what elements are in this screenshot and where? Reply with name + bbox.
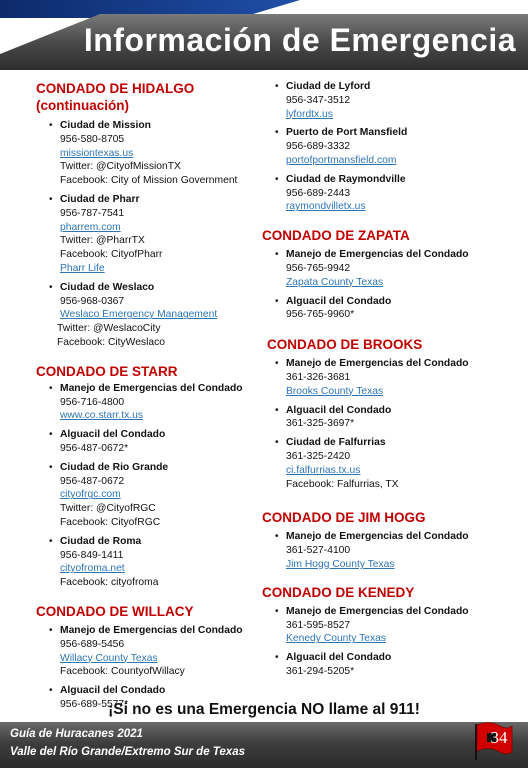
- contact-name: • Ciudad de Lyford: [286, 81, 371, 92]
- contact-phone: 956-716-4800: [60, 396, 125, 408]
- contact-phone: 956-787-7541: [60, 207, 125, 219]
- contact-list-brooks: [262, 357, 522, 491]
- contact-link[interactable]: Weslaco Emergency Management: [60, 309, 218, 321]
- contact-link[interactable]: cityofroma.net: [60, 563, 125, 575]
- contact-name: • Manejo de Emergencias del Condado: [286, 605, 469, 617]
- contact-phone: 956-580-8705: [60, 133, 125, 145]
- contact-item: [36, 281, 266, 350]
- contact-item: [36, 428, 266, 456]
- contact-name: • Alguacil del Condado: [60, 429, 166, 441]
- contact-list-willacy-continued: [262, 80, 522, 214]
- contact-link[interactable]: www.co.starr.tx.us: [60, 410, 143, 422]
- contact-phone: 361-325-3697*: [286, 418, 355, 430]
- contact-link[interactable]: Zapata County Texas: [286, 276, 384, 288]
- contact-facebook: Facebook: CountyofWillacy: [60, 666, 185, 678]
- contact-item: [262, 80, 522, 121]
- contact-link[interactable]: cityofrgc.com: [60, 489, 121, 501]
- contact-item: [262, 404, 522, 432]
- contact-name: • Alguacil del Condado: [286, 404, 392, 416]
- contact-facebook: Facebook: Falfurrias, TX: [286, 478, 399, 490]
- contact-link[interactable]: pharrem.com: [60, 221, 121, 233]
- contact-name: • Puerto de Port Mansfield: [286, 127, 408, 139]
- contact-link[interactable]: Willacy County Texas: [60, 652, 158, 664]
- county-heading-kenedy: CONDADO DE KENEDY: [262, 584, 415, 600]
- county-heading-zapata: CONDADO DE ZAPATA: [262, 228, 410, 244]
- contact-name: • Ciudad de Rio Grande: [60, 461, 169, 473]
- contact-phone: 361-595-8527: [286, 619, 351, 631]
- page-title: Información de Emergencia: [83, 22, 516, 58]
- contact-item: [36, 461, 266, 530]
- contact-phone: 956-968-0367: [60, 295, 125, 307]
- contact-name: • Manejo de Emergencias del Condado: [60, 382, 243, 394]
- contact-link[interactable]: Kenedy County Texas: [286, 633, 386, 645]
- contact-list-jim-hogg: [262, 530, 522, 571]
- footer-guide-title: Guía de Huracanes 2021: [10, 728, 143, 740]
- contact-twitter: Twitter: @WeslacoCity: [57, 323, 161, 335]
- county-heading-starr: CONDADO DE STARR: [36, 363, 178, 379]
- contact-link[interactable]: Jim Hogg County Texas: [286, 558, 395, 570]
- contact-phone: 956-689-5577*: [60, 698, 129, 710]
- county-heading-brooks: CONDADO DE BROOKS: [267, 337, 423, 353]
- contact-phone: 956-487-0672*: [60, 442, 129, 454]
- contact-name: • Manejo de Emergencias del Condado: [286, 249, 469, 261]
- contact-link[interactable]: lyfordtx.us: [286, 108, 333, 120]
- contact-facebook: Facebook: City of Mission Government: [60, 175, 238, 187]
- emergency-note: ¡Si no es una Emergencia NO llame al 911!: [108, 701, 420, 718]
- contact-link[interactable]: portofportmansfield.com: [286, 154, 397, 166]
- contact-phone: 956-849-1411: [60, 549, 124, 561]
- contact-link[interactable]: ci.falfurrias.tx.us: [286, 464, 361, 476]
- contact-item: [262, 357, 522, 398]
- contact-name: • Ciudad de Pharr: [60, 193, 140, 205]
- contact-name: • Ciudad de Raymondville: [286, 173, 406, 185]
- contact-list-kenedy: [262, 605, 522, 679]
- contact-name: • Manejo de Emergencias del Condado: [60, 624, 243, 636]
- contact-phone: 956-765-9942: [286, 262, 351, 274]
- contact-twitter: Twitter: @PharrTX: [60, 235, 145, 247]
- contact-item: [36, 382, 266, 423]
- contact-item: [262, 530, 522, 571]
- contact-item: [262, 173, 522, 214]
- contact-facebook: Facebook: CityWeslaco: [57, 336, 165, 348]
- contact-phone: 956-487-0672: [60, 475, 125, 487]
- contact-item: [262, 248, 522, 289]
- contact-phone: 956-347-3512: [286, 94, 351, 106]
- contact-item: [262, 436, 522, 491]
- contact-name: • Alguacil del Condado: [60, 685, 166, 697]
- contact-name: • Ciudad de Roma: [60, 535, 142, 547]
- contact-facebook: Facebook: cityofroma: [60, 577, 159, 589]
- contact-name: • Manejo de Emergencias del Condado: [286, 531, 469, 543]
- contact-item: [36, 193, 266, 276]
- contact-item: [262, 295, 522, 323]
- contact-name: • Alguacil del Condado: [286, 652, 392, 664]
- county-heading-hidalgo: CONDADO DE HIDALGO: [36, 81, 195, 96]
- contact-phone: 361-294-5205*: [286, 665, 355, 677]
- contact-facebook: Facebook: CityofRGC: [60, 516, 161, 528]
- right-column: [262, 80, 522, 679]
- contact-phone: 361-325-2420: [286, 450, 351, 462]
- contact-item: [36, 624, 266, 679]
- contact-phone: 361-326-3681: [286, 371, 351, 383]
- contact-name: • Ciudad de Falfurrias: [286, 437, 386, 449]
- contact-name: • Alguacil del Condado: [286, 295, 392, 307]
- contact-phone: 956-689-3332: [286, 141, 351, 153]
- contact-twitter: Twitter: @CityofRGC: [60, 503, 156, 515]
- contact-phone: 956-765-9960*: [286, 309, 355, 321]
- county-heading-willacy: CONDADO DE WILLACY: [36, 603, 194, 619]
- page-number: 34: [490, 728, 508, 747]
- contact-list-hidalgo: [36, 119, 266, 350]
- contact-item: [262, 605, 522, 646]
- left-column: [36, 80, 266, 712]
- contact-phone: 361-527-4100: [286, 545, 351, 557]
- contact-twitter: Twitter: @CityofMissionTX: [60, 161, 181, 173]
- contact-name: • Manejo de Emergencias del Condado: [286, 358, 469, 370]
- footer-bar: [0, 722, 528, 768]
- contact-item: [36, 535, 266, 590]
- contact-name: • Ciudad de Weslaco: [60, 281, 155, 293]
- contact-link[interactable]: missiontexas.us: [60, 147, 134, 159]
- contact-list-willacy: [36, 624, 266, 712]
- contact-phone: 956-689-2443: [286, 187, 351, 199]
- county-heading-jim-hogg: CONDADO DE JIM HOGG: [262, 510, 426, 526]
- contact-list-zapata: [262, 248, 522, 322]
- county-subheading: (continuación): [36, 98, 129, 113]
- contact-item: [36, 119, 266, 188]
- contact-link-secondary[interactable]: Pharr Life: [60, 262, 105, 274]
- footer-region: Valle del Río Grande/Extremo Sur de Texas: [10, 746, 245, 758]
- contact-link[interactable]: Brooks County Texas: [286, 385, 384, 397]
- contact-link[interactable]: raymondvilletx.us: [286, 201, 366, 213]
- contact-item: [262, 651, 522, 679]
- contact-list-starr: [36, 382, 266, 590]
- contact-item: [262, 126, 522, 167]
- contact-phone: 956-689-5456: [60, 638, 125, 650]
- contact-name: • Ciudad de Mission: [60, 120, 151, 131]
- contact-facebook: Facebook: CityofPharr: [60, 249, 163, 261]
